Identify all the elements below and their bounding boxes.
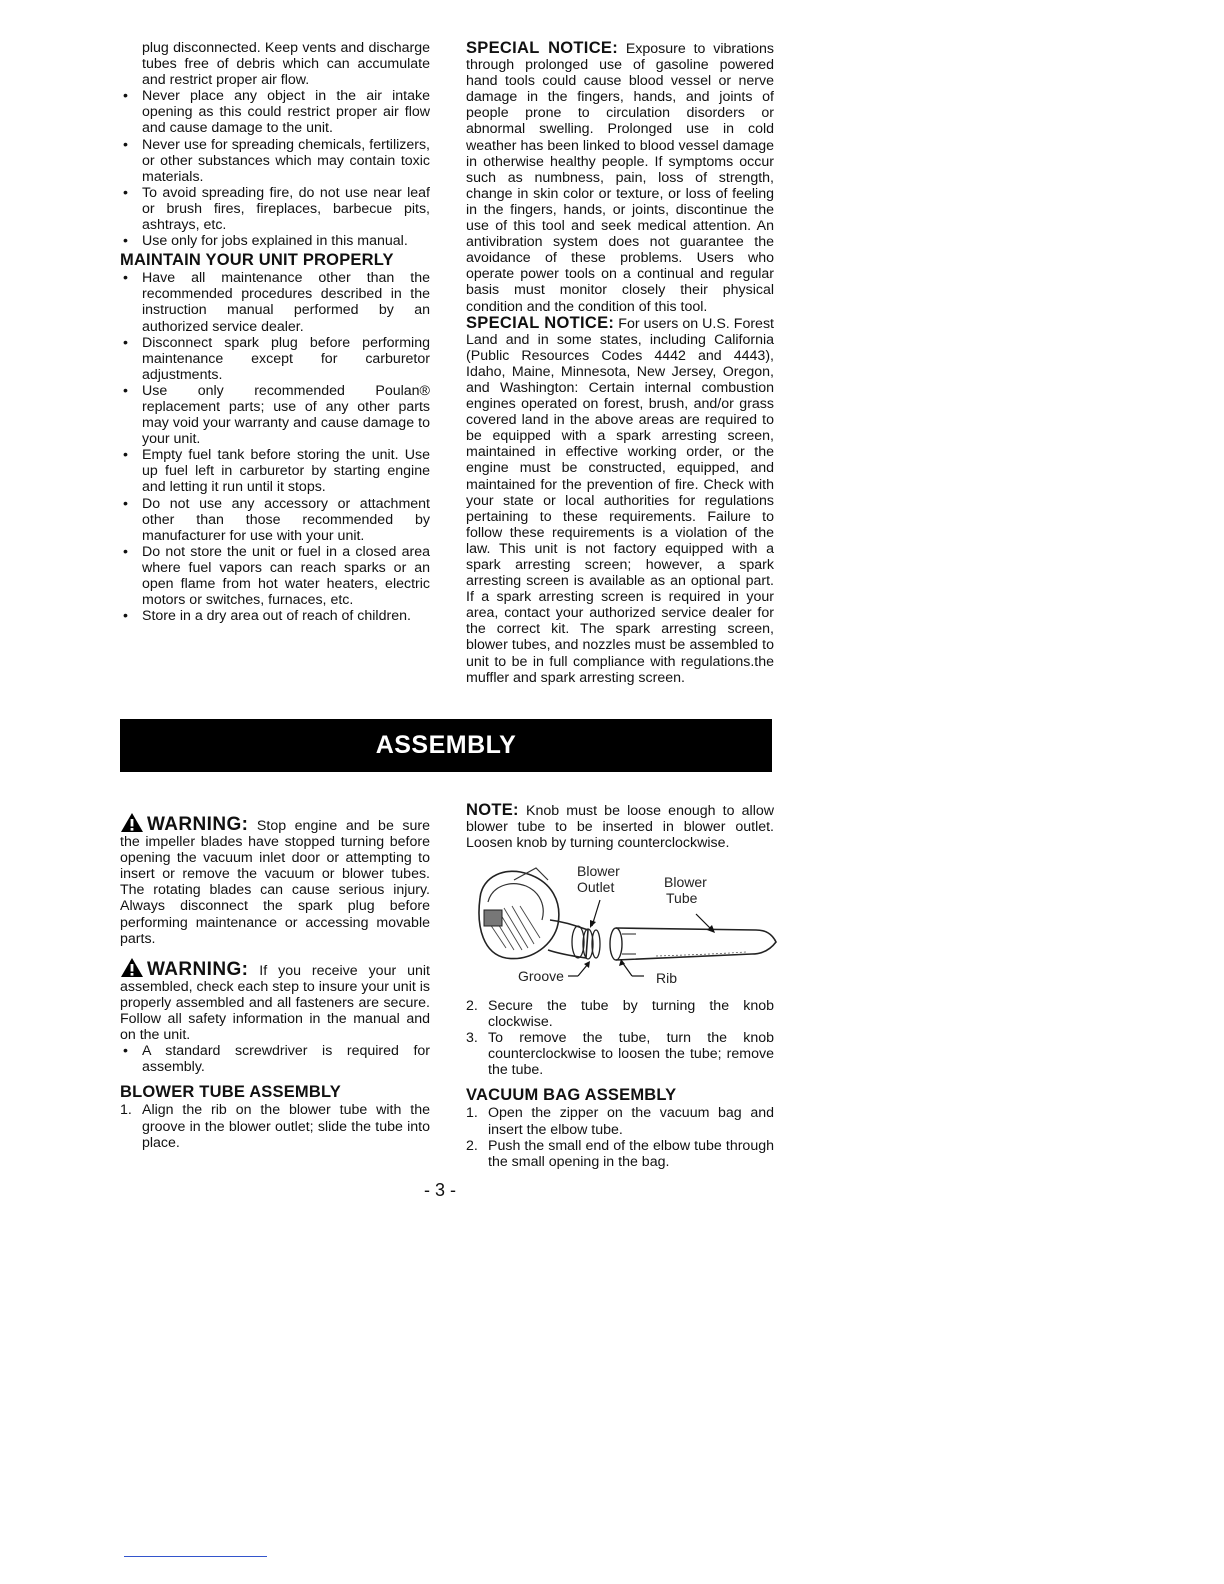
left-top-column (120, 40, 430, 624)
special-notice-spark (466, 315, 774, 686)
vacuum-bag-heading: VACUUM BAG ASSEMBLY (466, 1086, 677, 1105)
vacuum-steps (466, 1105, 774, 1169)
list-item (466, 1030, 774, 1078)
warning-triangle-icon (120, 812, 144, 833)
warning-assembled-unit (120, 957, 430, 1043)
figure-label-blower-tube (664, 874, 707, 906)
blower-tube-figure (466, 858, 786, 988)
special-notice-text: For users on U.S. Forest Land and in some states, including California (Public Resources Codes 4442 and 4443), Idaho, Maine, Minnesota, New Jersey, Oregon, and Washington: Certain internal combustion engines operated on forest, brush, and/or grass covered land in the above areas are required to be equipped with a spark arresting screen, maintained in effective working order, or the engine must be constructed, equipped, and maintained for the prevention of fire. Check with your state or local authorities for regulations pertaining to these requirements. Failure to follow these requirements is a violation of the law. This unit is not factory equipped with a spark arresting screen; however, a spark arresting screen is available as an optional part. If a spark arresting screen is required in your area, contact your authorized service dealer for the correct kit. The spark arresting screen, blower tubes, and nozzles must be assembled to unit to be in full compliance with regulations.the muffler and spark arresting screen. (466, 315, 774, 686)
figure-label-blower-outlet (577, 863, 620, 895)
step-number: 2. (466, 1137, 478, 1154)
note-paragraph (466, 802, 774, 851)
figure-label-groove: Groove (518, 968, 564, 984)
list-item (120, 1102, 430, 1150)
warning-text: Stop engine and be sure the impeller blades have stopped turning before opening the vacuum inlet door or attempting to insert or remove the vacuum or blower tubes. The rotating blades can cause serious injury. Always disconnect the spark plug before performing maintenance or accessing movable parts. (120, 818, 430, 947)
label-line: Outlet (577, 879, 615, 895)
page-number: - 3 - (424, 1180, 457, 1200)
warning-stop-engine (120, 812, 430, 947)
right-top-column (466, 40, 774, 686)
label-line: Tube (666, 890, 698, 906)
tools-bullet-list (120, 1043, 430, 1075)
special-notice-label: SPECIAL NOTICE: (466, 313, 615, 332)
left-bottom-column (120, 812, 430, 1151)
warning-label: WARNING: (147, 958, 249, 980)
maintain-bullet-list (120, 270, 430, 624)
step-number: 3. (466, 1030, 478, 1047)
warning-label: WARNING: (147, 814, 249, 835)
safety-bullet-list (120, 88, 430, 249)
note-text: Knob must be loose enough to allow blower tube to be inserted in blower outlet. Loosen knob by turning counterclockwise. (466, 803, 774, 852)
step-text: To remove the tube, turn the knob counterclockwise to loosen the tube; remove the tube. (488, 1030, 774, 1079)
step-number: 1. (466, 1105, 478, 1122)
list-item: • To avoid spreading fire, do not use near leaf or brush fires, fireplaces, barbecue pits, ashtrays, etc. (120, 185, 430, 233)
list-item: • Use only recommended Poulan® replacement parts; use of any other parts may void your warranty and cause damage to your unit. (120, 383, 430, 447)
warning-triangle-icon (120, 957, 144, 978)
figure-label-rib: Rib (656, 970, 678, 986)
list-item: • Do not store the unit or fuel in a closed area where fuel vapors can reach sparks or an open flame from hot water heaters, electric motors or switches, furnaces, etc. (120, 544, 430, 608)
assembly-banner (120, 719, 772, 772)
special-notice-label: SPECIAL NOTICE: (466, 39, 619, 57)
step-text: Push the small end of the elbow tube through the small opening in the bag. (488, 1137, 774, 1170)
list-item (466, 1105, 774, 1137)
footer-divider (124, 1556, 267, 1557)
list-item: • Never use for spreading chemicals, fertilizers, or other substances which may contain toxic materials. (120, 137, 430, 185)
list-item: • Do not use any accessory or attachment other than those recommended by manufacturer for use with your unit. (120, 496, 430, 544)
blower-steps (120, 1102, 430, 1150)
list-item: • Empty fuel tank before storing the unit. Use up fuel left in carburetor by starting engine and letting it run until it stops. (120, 447, 430, 495)
list-item (466, 998, 774, 1030)
list-item: • Have all maintenance other than the recommended procedures described in the instruction manual performed by an authorized service dealer. (120, 270, 430, 334)
note-label: NOTE: (466, 801, 519, 819)
list-item: • Store in a dry area out of reach of children. (120, 608, 430, 624)
intro-text: plug disconnected. Keep vents and discharge tubes free of debris which can accumulate and restrict proper air flow. (142, 40, 430, 89)
banner-title: ASSEMBLY (375, 731, 517, 759)
list-item: • Never place any object in the air intake opening as this could restrict proper air flow and cause damage to the unit. (120, 88, 430, 136)
list-item: • Disconnect spark plug before performing maintenance except for carburetor adjustments. (120, 335, 430, 383)
warning-text: If you receive your unit assembled, check each step to insure your unit is properly assembled and all fasteners are secure. Follow all safety information in the manual and on the unit. (120, 962, 430, 1044)
blower-tube-heading: BLOWER TUBE ASSEMBLY (120, 1083, 341, 1102)
list-item (466, 1138, 774, 1170)
step-text: Open the zipper on the vacuum bag and insert the elbow tube. (488, 1105, 774, 1138)
step-number: 2. (466, 998, 478, 1014)
blower-steps-continued (466, 998, 774, 1078)
label-line: Blower (664, 874, 707, 890)
blower-illustration (466, 858, 786, 988)
list-item: • Use only for jobs explained in this manual. (120, 233, 430, 249)
special-notice-vibration (466, 40, 774, 315)
step-text: Secure the tube by turning the knob clockwise. (488, 998, 774, 1031)
step-number: 1. (120, 1102, 132, 1119)
step-text: Align the rib on the blower tube with the groove in the blower outlet; slide the tube into place. (142, 1102, 430, 1151)
special-notice-text: Exposure to vibrations through prolonged use of gasoline powered hand tools could cause blood vessel or nerve damage in the fingers, hands, and joints of people prone to circulation disorders or abnormal swelling. Prolonged use in cold weather has been linked to blood vessel damage in otherwise healthy people. If symptoms occur such as numbness, pain, loss of strength, change in skin color or texture, or loss of feeling in the fingers, hands, or joints, discontinue the use of this tool and seek medical attention. An antivibration system does not guarantee the avoidance of these problems. Users who operate power tools on a continual and regular basis must monitor closely their physical condition and the condition of this tool. (466, 41, 774, 315)
list-item: • A standard screwdriver is required for assembly. (120, 1043, 430, 1075)
right-bottom-column (466, 802, 774, 851)
label-line: Blower (577, 863, 620, 879)
right-bottom-column-steps (466, 998, 774, 1170)
maintain-heading: MAINTAIN YOUR UNIT PROPERLY (120, 251, 394, 270)
